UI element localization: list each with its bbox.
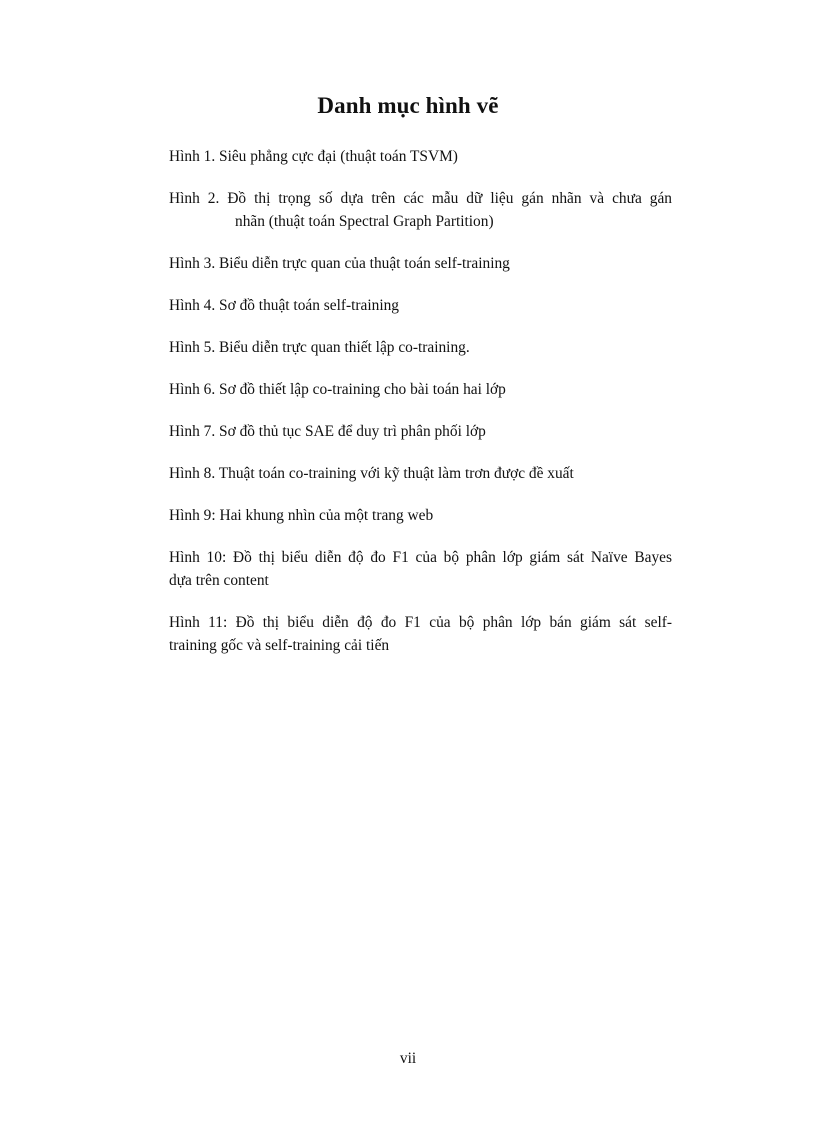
figure-entry-line: Hình 8. Thuật toán co-training với kỹ thuật làm trơn được đề xuất bbox=[169, 465, 574, 482]
figure-entry-line: nhãn (thuật toán Spectral Graph Partition) bbox=[235, 213, 494, 230]
figure-list bbox=[169, 145, 672, 657]
figure-entry-line: Hình 9: Hai khung nhìn của một trang web bbox=[169, 507, 434, 524]
figure-entry-line: Hình 3. Biểu diễn trực quan của thuật toán self-training bbox=[169, 255, 510, 272]
figure-entry-2 bbox=[169, 187, 672, 233]
figure-entry-3 bbox=[169, 252, 672, 275]
figure-entry-line: training gốc và self-training cải tiến bbox=[169, 637, 390, 654]
figure-entry-line: Hình 4. Sơ đồ thuật toán self-training bbox=[169, 297, 399, 314]
figure-entry-11 bbox=[169, 611, 672, 657]
figure-entry-line: Hình 7. Sơ đồ thủ tục SAE để duy trì phân phối lớp bbox=[169, 423, 486, 440]
figure-entry-7 bbox=[169, 420, 672, 443]
figure-entry-line: dựa trên content bbox=[169, 572, 269, 589]
figure-entry-4 bbox=[169, 294, 672, 317]
figure-entry-9 bbox=[169, 504, 672, 527]
figure-entry-1 bbox=[169, 145, 672, 168]
figure-entry-10 bbox=[169, 546, 672, 592]
figure-entry-line: Hình 2. Đồ thị trọng số dựa trên các mẫu dữ liệu gán nhãn và chưa gán bbox=[169, 190, 672, 207]
figure-entry-5 bbox=[169, 336, 672, 359]
page-number: vii bbox=[399, 1050, 417, 1067]
figure-entry-line: Hình 6. Sơ đồ thiết lập co-training cho bài toán hai lớp bbox=[169, 381, 506, 398]
figure-entry-6 bbox=[169, 378, 672, 401]
figure-entry-line: Hình 5. Biểu diễn trực quan thiết lập co-training. bbox=[169, 339, 470, 356]
figure-entry-line: Hình 10: Đồ thị biểu diễn độ đo F1 của bộ phân lớp giám sát Naïve Bayes bbox=[169, 549, 672, 566]
figure-entry-8 bbox=[169, 462, 672, 485]
figure-entry-line: Hình 1. Siêu phẳng cực đại (thuật toán TSVM) bbox=[169, 148, 458, 165]
page-title: Danh mục hình vẽ bbox=[317, 93, 499, 118]
figure-entry-line: Hình 11: Đồ thị biểu diễn độ đo F1 của bộ phân lớp bán giám sát self- bbox=[169, 614, 672, 631]
